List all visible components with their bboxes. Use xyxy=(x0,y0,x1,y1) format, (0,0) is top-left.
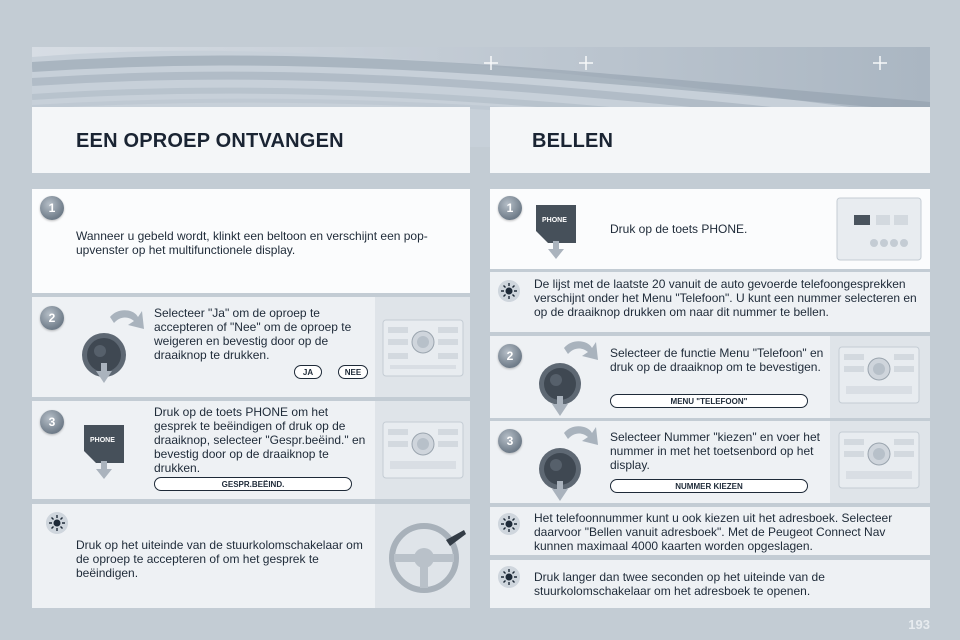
tip-text: De lijst met de laatste 20 vanuit de auto gevoerde telefoongesprekken verschijnt onder het Menu "Telefoon". U kunt een nummer selecteren en op de draaiknop drukken om naar dit nummer te bellen. xyxy=(534,277,917,319)
phone-key-icon xyxy=(80,419,128,481)
section-header-call xyxy=(490,107,930,173)
tip-panel xyxy=(32,504,470,608)
step-text: Selecteer de functie Menu "Telefoon" en druk op de draaiknop om te bevestigen. xyxy=(610,346,824,374)
section-title: BELLEN xyxy=(532,130,614,152)
phone-key-label: PHONE xyxy=(542,217,567,224)
radio-console-icon xyxy=(838,431,920,489)
step-text: Selecteer Nummer "kiezen" en voer het nummer in met het toetsenbord op het display. xyxy=(610,430,820,472)
rotary-knob-icon xyxy=(76,307,156,389)
step-panel xyxy=(32,401,470,499)
phone-key-label: PHONE xyxy=(90,437,115,444)
step-text: Selecteer "Ja" om de oproep te accepteren of "Nee" om de oproep te weigeren en bevestig door op de draaiknop te drukken. xyxy=(154,306,352,362)
step-panel xyxy=(490,421,930,503)
step-text: Druk op de toets PHONE. xyxy=(610,222,748,236)
tip-panel xyxy=(490,272,930,332)
step-number-badge: 2 xyxy=(40,306,64,330)
radio-console-icon xyxy=(838,346,920,404)
rotary-knob-icon xyxy=(530,423,610,503)
page-number: 193 xyxy=(908,617,930,632)
step-number-badge: 1 xyxy=(498,196,522,220)
steering-wheel-icon xyxy=(388,518,468,594)
tip-sun-icon xyxy=(46,512,68,534)
step-text: Wanneer u gebeld wordt, klinkt een beltoon en verschijnt een pop-upvenster op het multifunctionele display. xyxy=(76,229,428,257)
section-title: EEN OPROEP ONTVANGEN xyxy=(76,130,344,152)
yes-button[interactable]: JA xyxy=(294,365,322,379)
step-panel xyxy=(32,297,470,397)
number-dial-button[interactable]: NUMMER KIEZEN xyxy=(610,479,808,493)
step-text: Druk op de toets PHONE om het gesprek te beëindigen of druk op de draaiknop, selecteer "Gespr.beëind." en bevestig door op de draaiknop te drukken. xyxy=(154,405,366,475)
tip-text: Het telefoonnummer kunt u ook kiezen uit het adresboek. Selecteer daarvoor "Bellen vanuit adresboek". Met de Peugeot Connect Nav kunnen maximaal 4000 kaarten worden opgeslagen. xyxy=(534,511,893,553)
no-button[interactable]: NEE xyxy=(338,365,368,379)
tip-sun-icon xyxy=(498,566,520,588)
phone-key-icon xyxy=(532,199,580,261)
tip-sun-icon xyxy=(498,280,520,302)
step-number-badge: 1 xyxy=(40,196,64,220)
tip-panel xyxy=(490,507,930,555)
tip-text: Druk op het uiteinde van de stuurkolomschakelaar om de oproep te accepteren of om het gesprek te beëindigen. xyxy=(76,538,363,580)
step-panel xyxy=(490,336,930,418)
tip-panel xyxy=(490,560,930,608)
step-number-badge: 2 xyxy=(498,344,522,368)
rotary-knob-icon xyxy=(530,338,610,418)
step-number-badge: 3 xyxy=(498,429,522,453)
step-panel xyxy=(490,189,930,269)
end-call-button[interactable]: GESPR.BEËIND. xyxy=(154,477,352,491)
step-number-badge: 3 xyxy=(40,410,64,434)
menu-telefoon-button[interactable]: MENU "TELEFOON" xyxy=(610,394,808,408)
tip-text: Druk langer dan twee seconden op het uiteinde van de stuurkolomschakelaar om het adresboek te openen. xyxy=(534,570,825,598)
section-header-receive xyxy=(32,107,470,173)
radio-console-icon xyxy=(836,197,922,261)
radio-console-icon xyxy=(382,319,464,377)
radio-console-icon xyxy=(382,421,464,479)
step-panel xyxy=(32,189,470,293)
tip-sun-icon xyxy=(498,513,520,535)
